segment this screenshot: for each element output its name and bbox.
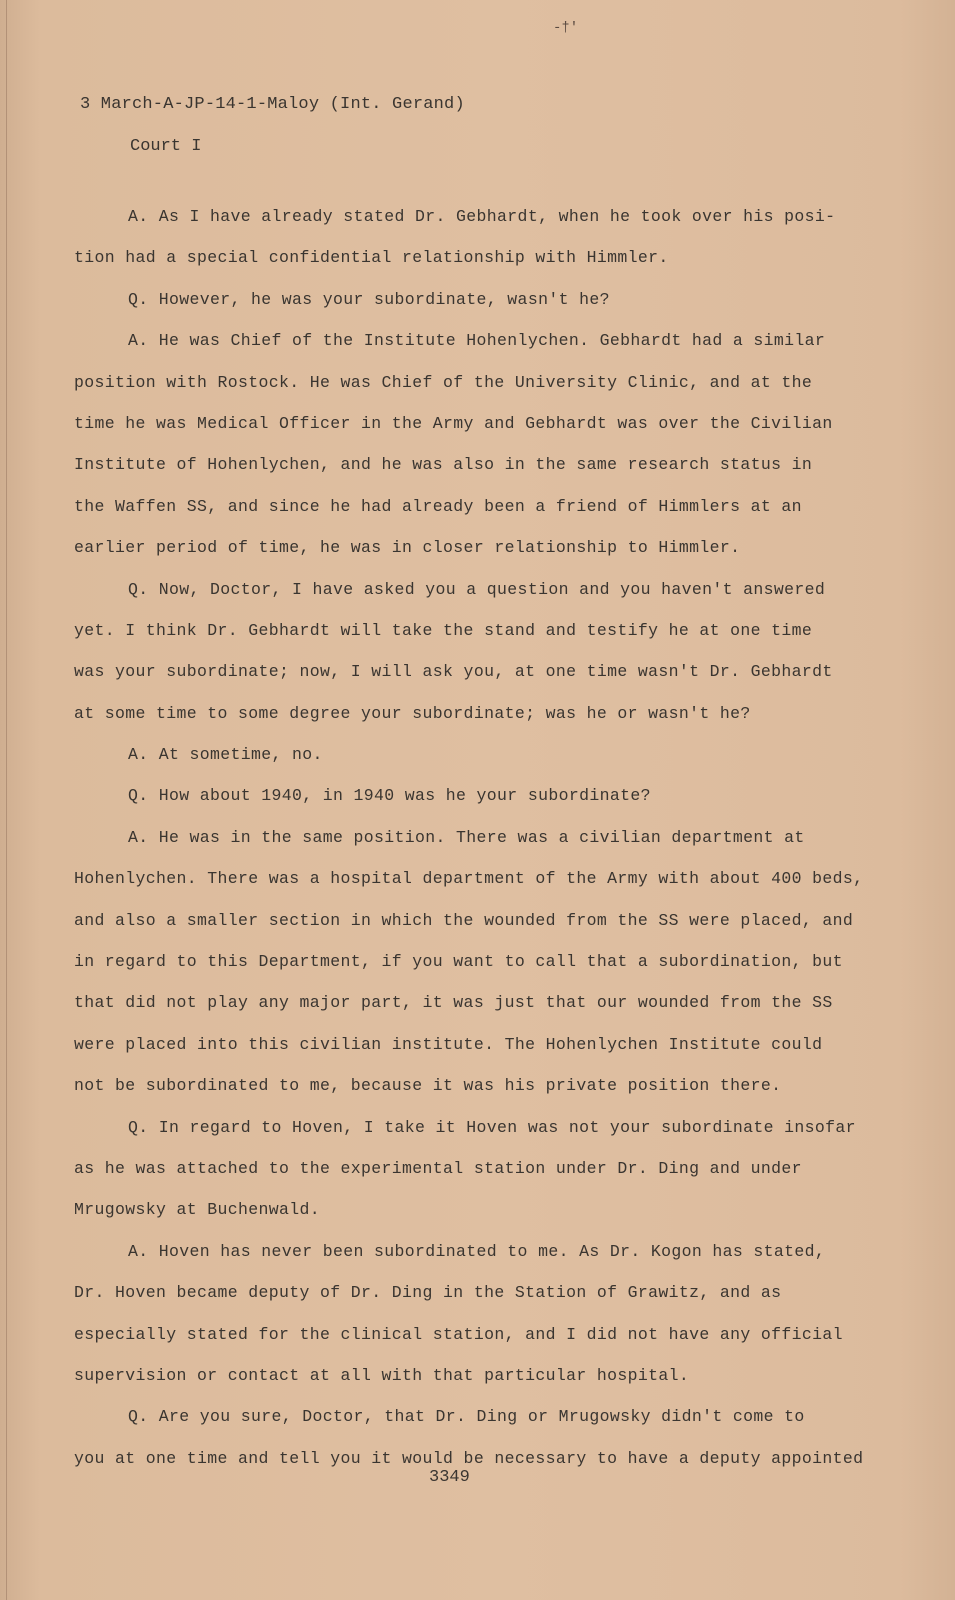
transcript-line: Hohenlychen. There was a hospital department of the Army with about 400 beds, xyxy=(74,869,864,889)
transcript-line: A. He was Chief of the Institute Hohenlychen. Gebhardt had a similar xyxy=(128,331,826,351)
transcript-line: time he was Medical Officer in the Army and Gebhardt was over the Civilian xyxy=(74,413,833,433)
transcript-line: Q. Are you sure, Doctor, that Dr. Ding or Mrugowsky didn't come to xyxy=(128,1407,805,1427)
transcript-line: was your subordinate; now, I will ask you, at one time wasn't Dr. Gebhardt xyxy=(74,662,833,682)
transcript-line: in regard to this Department, if you want to call that a subordination, but xyxy=(74,952,843,972)
transcript-line: Q. In regard to Hoven, I take it Hoven was not your subordinate insofar xyxy=(128,1117,856,1137)
transcript-line: tion had a special confidential relationship with Himmler. xyxy=(74,248,669,268)
transcript-line: supervision or contact at all with that particular hospital. xyxy=(74,1365,690,1385)
transcript-line: at some time to some degree your subordinate; was he or wasn't he? xyxy=(74,703,751,723)
transcript-line: that did not play any major part, it was just that our wounded from the SS xyxy=(74,993,833,1013)
transcript-line: A. Hoven has never been subordinated to me. As Dr. Kogon has stated, xyxy=(128,1241,826,1261)
transcript-line: Institute of Hohenlychen, and he was also in the same research status in xyxy=(74,455,813,475)
transcript-line: the Waffen SS, and since he had already been a friend of Himmlers at an xyxy=(74,496,802,516)
transcript-line: yet. I think Dr. Gebhardt will take the stand and testify he at one time xyxy=(74,620,813,640)
transcript-body xyxy=(74,196,874,1479)
transcript-line: A. He was in the same position. There was a civilian department at xyxy=(128,827,805,847)
transcript-line: you at one time and tell you it would be necessary to have a deputy appointed xyxy=(74,1448,864,1468)
transcript-line: A. As I have already stated Dr. Gebhardt, when he took over his posi- xyxy=(128,207,836,226)
top-mark: -†' xyxy=(553,20,579,36)
transcript-line: were placed into this civilian institute. The Hohenlychen Institute could xyxy=(74,1034,823,1054)
transcript-line: as he was attached to the experimental station under Dr. Ding and under xyxy=(74,1158,802,1178)
transcript-line: A. At sometime, no. xyxy=(128,745,323,765)
transcript-line: Q. How about 1940, in 1940 was he your subordinate? xyxy=(128,786,651,806)
transcript-line: position with Rostock. He was Chief of the University Clinic, and at the xyxy=(74,372,813,392)
transcript-line: Q. Now, Doctor, I have asked you a question and you haven't answered xyxy=(128,579,826,599)
transcript-line: and also a smaller section in which the wounded from the SS were placed, and xyxy=(74,910,854,930)
page-number: 3349 xyxy=(429,1468,470,1487)
transcript-line: Mrugowsky at Buchenwald. xyxy=(74,1200,321,1220)
transcript-header: 3 March-A-JP-14-1-Maloy (Int. Gerand) xyxy=(80,95,465,114)
transcript-line: earlier period of time, he was in closer relationship to Himmler. xyxy=(74,538,741,558)
page-edge-line xyxy=(6,0,7,1600)
transcript-line: not be subordinated to me, because it was his private position there. xyxy=(74,1076,782,1096)
court-label: Court I xyxy=(130,137,202,156)
transcript-line: especially stated for the clinical station, and I did not have any official xyxy=(74,1324,843,1344)
transcript-line: Dr. Hoven became deputy of Dr. Ding in the Station of Grawitz, and as xyxy=(74,1283,782,1303)
transcript-line: Q. However, he was your subordinate, wasn't he? xyxy=(128,289,610,309)
